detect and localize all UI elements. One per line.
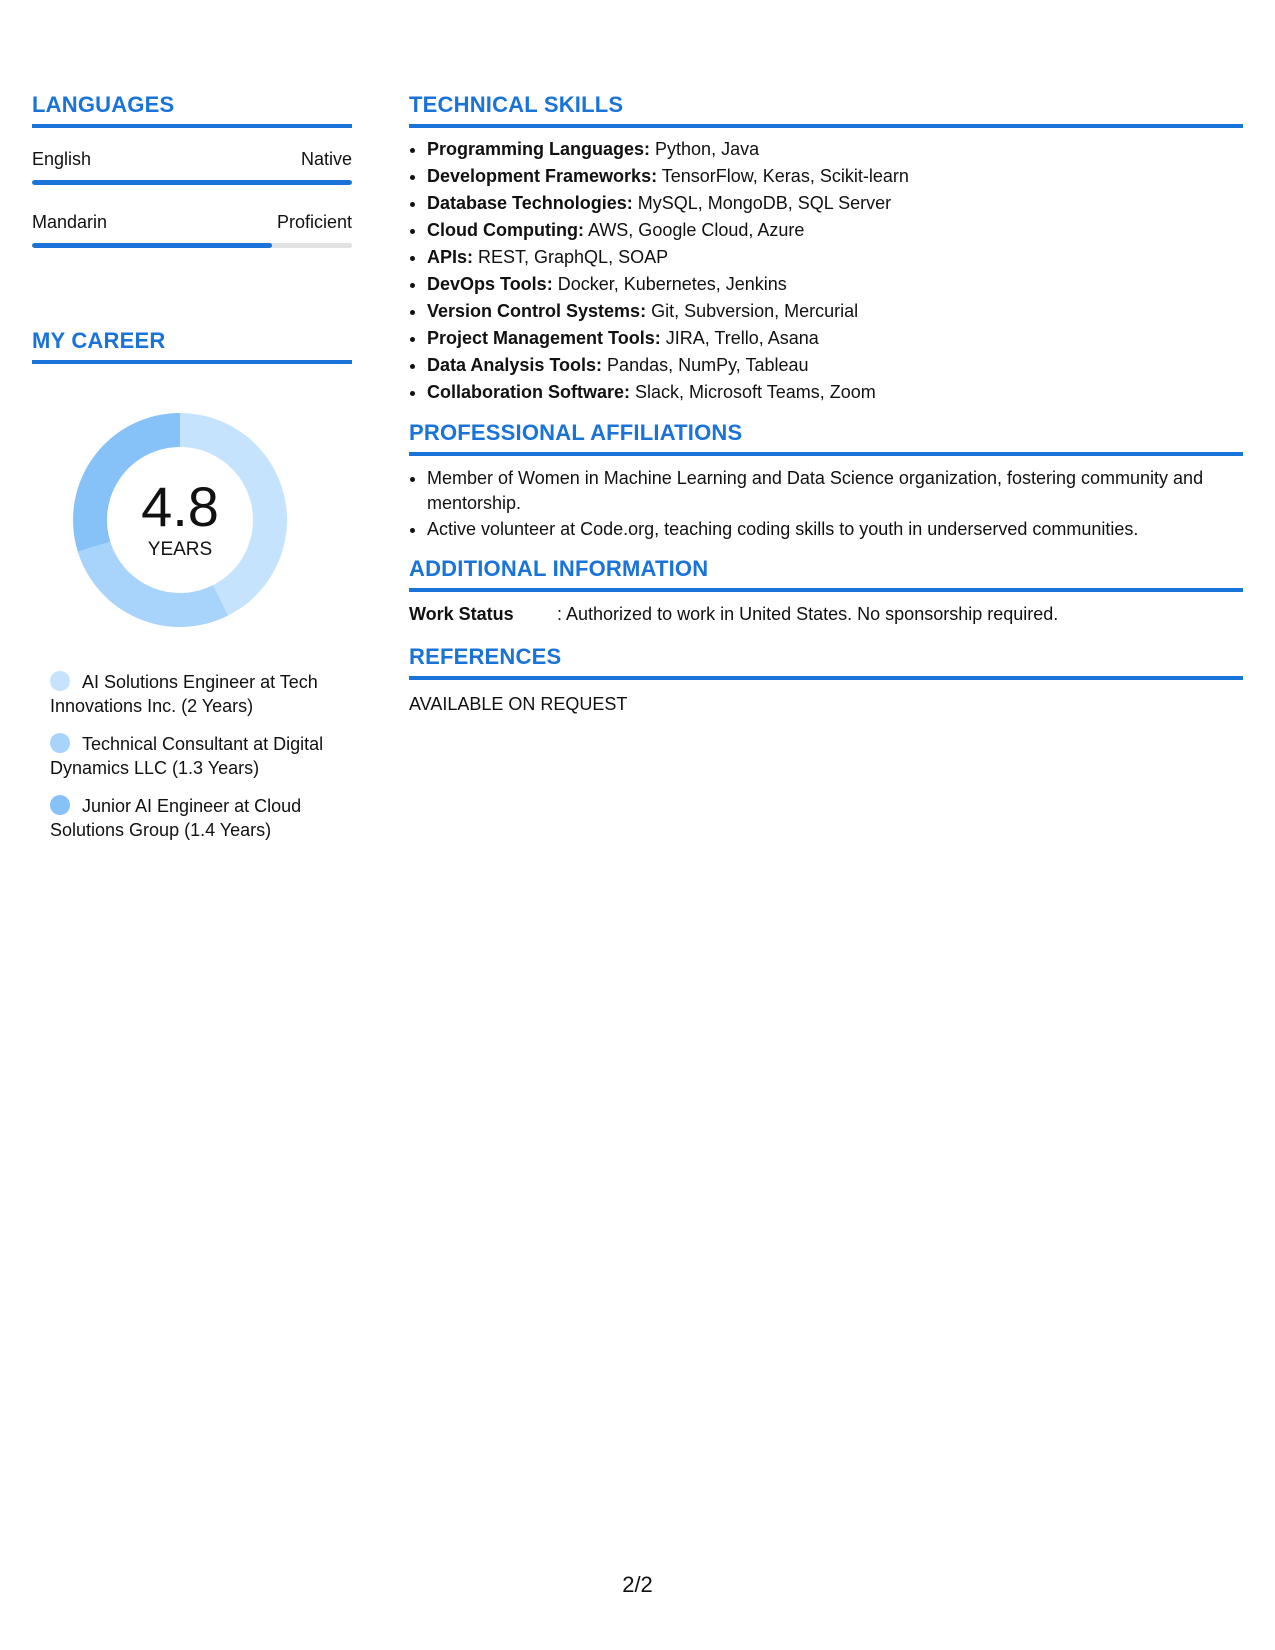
skill-values: REST, GraphQL, SOAP [473, 247, 669, 267]
language-proficiency-bar [32, 180, 352, 185]
language-name: Mandarin [32, 212, 108, 232]
technical-skills-list [409, 136, 1243, 406]
technical-skills-heading: TECHNICAL SKILLS [409, 92, 1243, 128]
list-item [427, 244, 1243, 271]
skill-category: Database Technologies: [427, 193, 633, 213]
skill-category: Programming Languages: [427, 139, 651, 159]
list-item: • Active volunteer at Code.org, teaching coding skills to youth in underserved communities. [427, 517, 1243, 542]
language-proficiency-bar [32, 243, 352, 248]
skill-category: Project Management Tools: [427, 328, 661, 348]
list-item [427, 271, 1243, 298]
legend-label: Junior AI Engineer at Cloud Solutions Group (1.4 Years) [50, 796, 302, 840]
right-column [409, 92, 1243, 716]
career-heading: MY CAREER [32, 328, 352, 364]
skill-category: DevOps Tools: [427, 274, 553, 294]
skill-category: Data Analysis Tools: [427, 355, 603, 375]
list-item [427, 217, 1243, 244]
affiliations-section [409, 420, 1243, 542]
language-level: Native [300, 149, 352, 169]
legend-dot [50, 795, 70, 815]
list-item [427, 379, 1243, 406]
additional-info-heading: ADDITIONAL INFORMATION [409, 556, 1243, 592]
career-legend [50, 670, 340, 842]
skill-category: Collaboration Software: [427, 382, 631, 402]
language-item-mandarin [32, 211, 352, 248]
skill-category: Cloud Computing: [427, 220, 584, 240]
language-item-english [32, 148, 352, 185]
left-column [32, 92, 352, 856]
language-level: Proficient [276, 212, 352, 232]
legend-dot [50, 733, 70, 753]
skill-category: APIs: [427, 247, 474, 267]
career-total-unit: YEARS [147, 539, 213, 560]
legend-label: Technical Consultant at Digital Dynamics LLC (1.3 Years) [50, 734, 324, 778]
language-proficiency-fill [32, 243, 272, 248]
page-number: 2/2 [622, 1572, 653, 1597]
skill-values: AWS, Google Cloud, Azure [583, 220, 805, 240]
skill-values: Docker, Kubernetes, Jenkins [552, 274, 787, 294]
list-item [427, 163, 1243, 190]
skill-values: Git, Subversion, Mercurial [646, 301, 859, 321]
list-item [427, 190, 1243, 217]
work-status-value: : Authorized to work in United States. No sponsorship required. [557, 603, 1059, 624]
skill-values: Pandas, NumPy, Tableau [602, 355, 809, 375]
skill-values: Slack, Microsoft Teams, Zoom [630, 382, 876, 402]
list-item [427, 136, 1243, 163]
list-item [427, 352, 1243, 379]
additional-info-section [409, 556, 1243, 626]
legend-label: AI Solutions Engineer at Tech Innovations Inc. (2 Years) [50, 672, 318, 716]
skill-category: Version Control Systems: [427, 301, 647, 321]
references-heading: REFERENCES [409, 644, 1243, 680]
legend-dot [50, 671, 70, 691]
career-donut-chart [66, 406, 294, 634]
skill-values: MySQL, MongoDB, SQL Server [632, 193, 892, 213]
languages-heading: LANGUAGES [32, 92, 352, 128]
language-proficiency-fill [32, 180, 352, 185]
skill-values: Python, Java [650, 139, 760, 159]
list-item: • Member of Women in Machine Learning and Data Science organization, fostering community and mentorship. [427, 466, 1243, 515]
work-status-label: Work Status [409, 603, 514, 624]
references-section [409, 644, 1243, 716]
affiliations-list [409, 466, 1243, 542]
list-item [427, 298, 1243, 325]
language-name: English [32, 149, 92, 169]
legend-item [50, 794, 340, 842]
legend-item [50, 670, 340, 718]
skill-category: Development Frameworks: [427, 166, 658, 186]
references-text: AVAILABLE ON REQUEST [409, 693, 628, 714]
legend-item [50, 732, 340, 780]
list-item [427, 325, 1243, 352]
career-total-value: 4.8 [141, 475, 219, 538]
skill-values: JIRA, Trello, Asana [660, 328, 819, 348]
work-status-row [409, 602, 1243, 626]
skill-values: TensorFlow, Keras, Scikit-learn [657, 166, 909, 186]
affiliations-heading: PROFESSIONAL AFFILIATIONS [409, 420, 1243, 456]
